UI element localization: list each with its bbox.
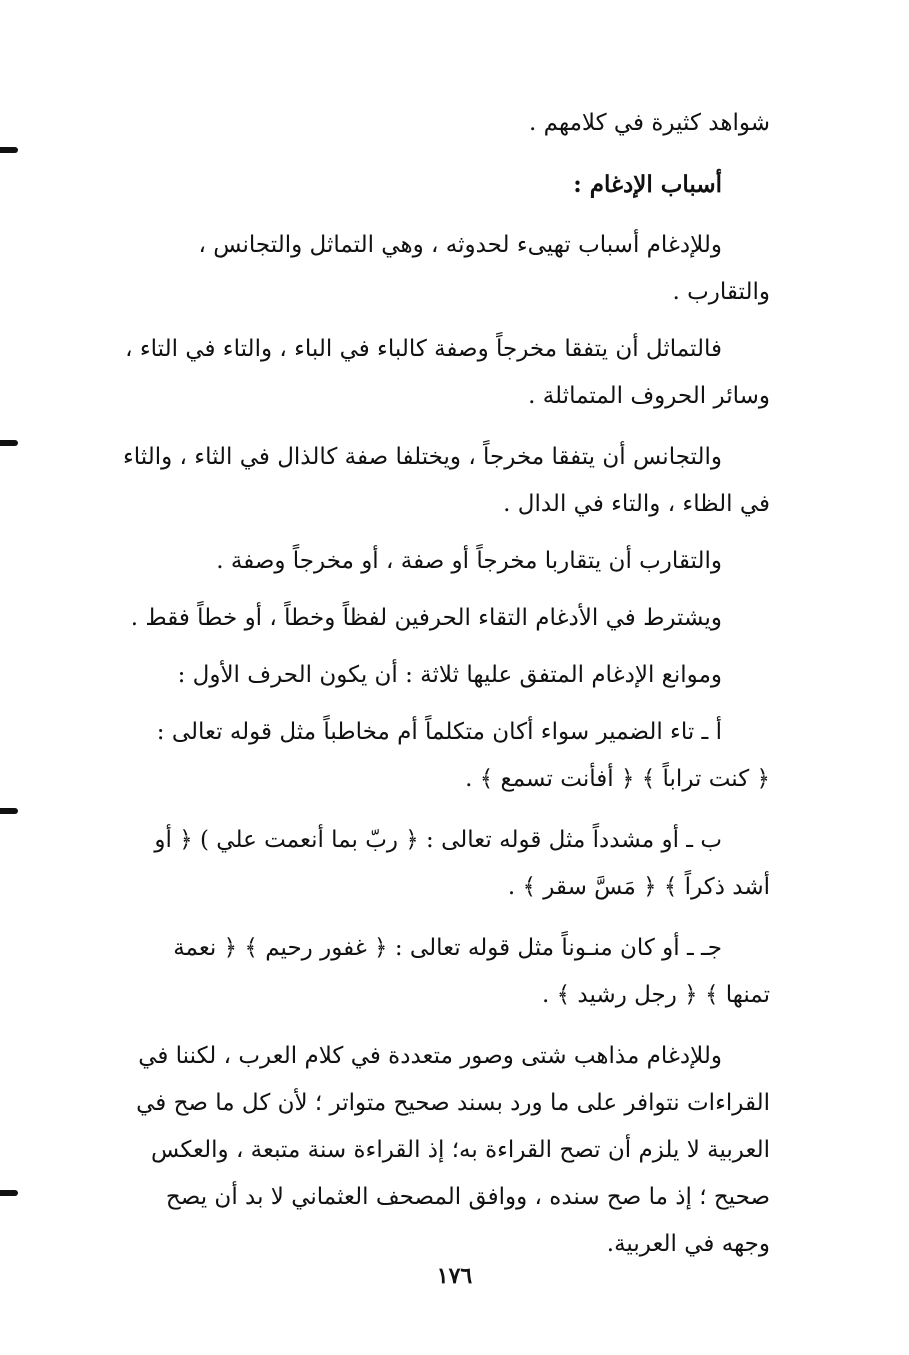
text-line: أ ـ تاء الضمير سواء أكان متكلماً أم مخاطباً مثل قوله تعالى : (156, 719, 722, 745)
paragraph (70, 652, 770, 699)
text-line: وجهه في العربية. (606, 1231, 770, 1257)
text-line: جـ ـ أو كان منـوناً مثل قوله تعالى : ﴿ غفور رحيم ﴾ ﴿ نعمة (173, 935, 722, 961)
text-line: والتقارب . (672, 279, 770, 305)
text-line: العربية لا يلزم أن تصح القراءة به؛ إذ القراءة سنة متبعة ، والعكس (151, 1137, 770, 1163)
paragraph (70, 1033, 770, 1268)
text-line: والتقارب أن يتقاربا مخرجاً أو صفة ، أو مخرجاً وصفة . (216, 548, 722, 574)
text-line: شواهد كثيرة في كلامهم . (529, 110, 770, 136)
text-line: وموانع الإدغام المتفق عليها ثلاثة : أن يكون الحرف الأول : (177, 662, 722, 688)
paragraph (70, 434, 770, 528)
margin-mark (0, 147, 18, 153)
text-line: ويشترط في الأدغام التقاء الحرفين لفظاً وخطاً ، أو خطاً فقط . (130, 605, 722, 631)
paragraph (70, 595, 770, 642)
page-number: ١٧٦ (436, 1263, 473, 1289)
text-line: وللإدغام أسباب تهيىء لحدوثه ، وهي التماثل والتجانس ، (198, 232, 722, 258)
text-line: أشد ذكراً ﴾ ﴿ مَسَّ سقر ﴾ . (507, 874, 770, 900)
paragraph (70, 326, 770, 420)
paragraph (70, 538, 770, 585)
paragraph (70, 709, 770, 803)
text-line: ب ـ أو مشدداً مثل قوله تعالى : ﴿ ربّ بما أنعمت علي ) ﴿ أو (154, 827, 722, 853)
text-line: ﴿ كنت تراباً ﴾ ﴿ أفأنت تسمع ﴾ . (465, 766, 770, 792)
section-heading (70, 161, 770, 208)
text-line: والتجانس أن يتفقا مخرجاً ، ويختلفا صفة كالذال في الثاء ، والثاء (122, 444, 722, 470)
page-body (70, 100, 770, 1268)
margin-mark (0, 808, 18, 814)
paragraph (70, 925, 770, 1019)
text-line: القراءات نتوافر على ما ورد بسند صحيح متواتر ؛ لأن كل ما صح في (136, 1090, 770, 1116)
paragraph (70, 222, 770, 316)
paragraph (70, 100, 770, 147)
margin-mark (0, 440, 18, 446)
paragraph (70, 817, 770, 911)
text-line: في الظاء ، والتاء في الدال . (503, 491, 770, 517)
margin-mark (0, 1190, 18, 1196)
text-line: تمنها ﴾ ﴿ رجل رشيد ﴾ . (542, 982, 770, 1008)
text-line: فالتماثل أن يتفقا مخرجاً وصفة كالباء في الباء ، والتاء في التاء ، (125, 336, 722, 362)
heading-text: أسباب الإدغام : (573, 171, 722, 198)
text-line: وللإدغام مذاهب شتى وصور متعددة في كلام العرب ، لكننا في (138, 1043, 722, 1069)
text-line: وسائر الحروف المتماثلة . (528, 383, 770, 409)
text-line: صحيح ؛ إذ ما صح سنده ، ووافق المصحف العثماني لا بد أن يصح (165, 1184, 770, 1210)
